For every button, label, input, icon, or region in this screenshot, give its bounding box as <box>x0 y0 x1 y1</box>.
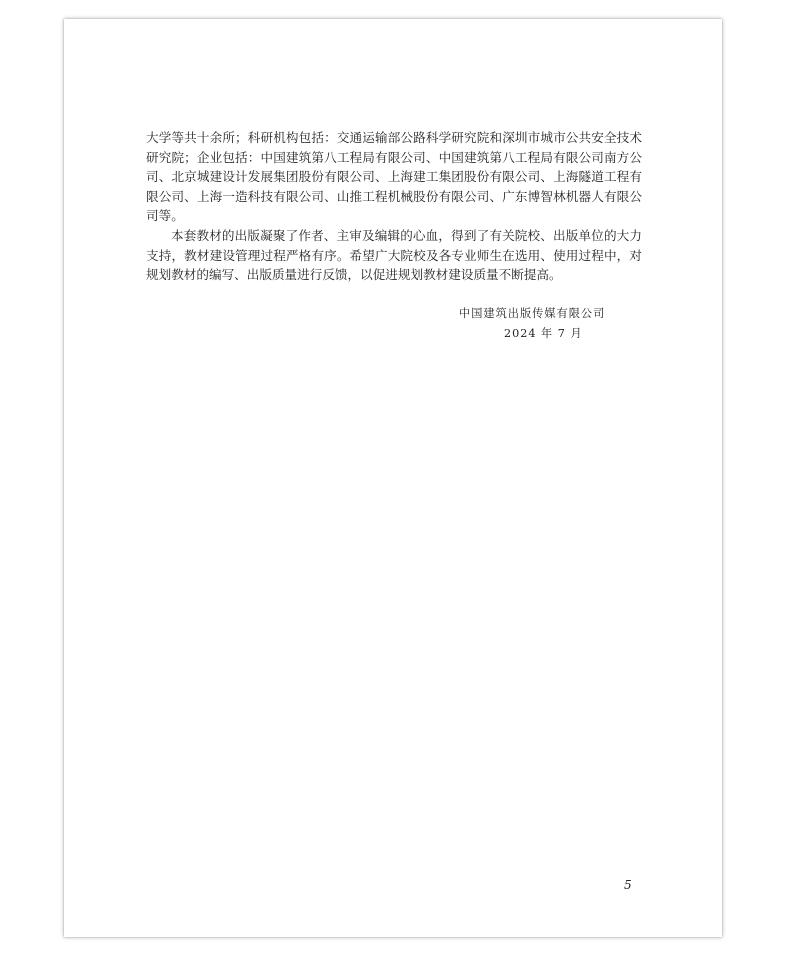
paragraph-line: 支持，教材建设管理过程严格有序。希望广大院校及各专业师生在选用、使用过程中，对 <box>146 247 642 263</box>
paragraph-2 <box>146 226 642 285</box>
paragraph-line: 研究院；企业包括：中国建筑第八工程局有限公司、中国建筑第八工程局有限公司南方公 <box>146 149 642 165</box>
paragraph-line: 规划教材的编写、出版质量进行反馈，以促进规划教材建设质量不断提高。 <box>146 267 562 283</box>
paragraph-1 <box>146 128 642 226</box>
body-text <box>146 128 642 285</box>
paragraph-line: 司等。 <box>146 208 184 224</box>
paragraph-line: 司、北京城建设计发展集团股份有限公司、上海建工集团股份有限公司、上海隧道工程有 <box>146 169 642 185</box>
paragraph-line: 限公司、上海一造科技有限公司、山推工程机械股份有限公司、广东博智林机器人有限公 <box>146 188 642 204</box>
document-page <box>64 19 722 937</box>
signature-block <box>459 304 619 343</box>
publisher-name: 中国建筑出版传媒有限公司 <box>459 307 606 320</box>
paragraph-line: 本套教材的出版凝聚了作者、主审及编辑的心血，得到了有关院校、出版单位的大力 <box>171 227 642 243</box>
publication-date: 2024 年 7 月 <box>504 326 583 340</box>
page-number: 5 <box>624 878 632 892</box>
paragraph-line: 大学等共十余所；科研机构包括：交通运输部公路科学研究院和深圳市城市公共安全技术 <box>146 130 642 145</box>
